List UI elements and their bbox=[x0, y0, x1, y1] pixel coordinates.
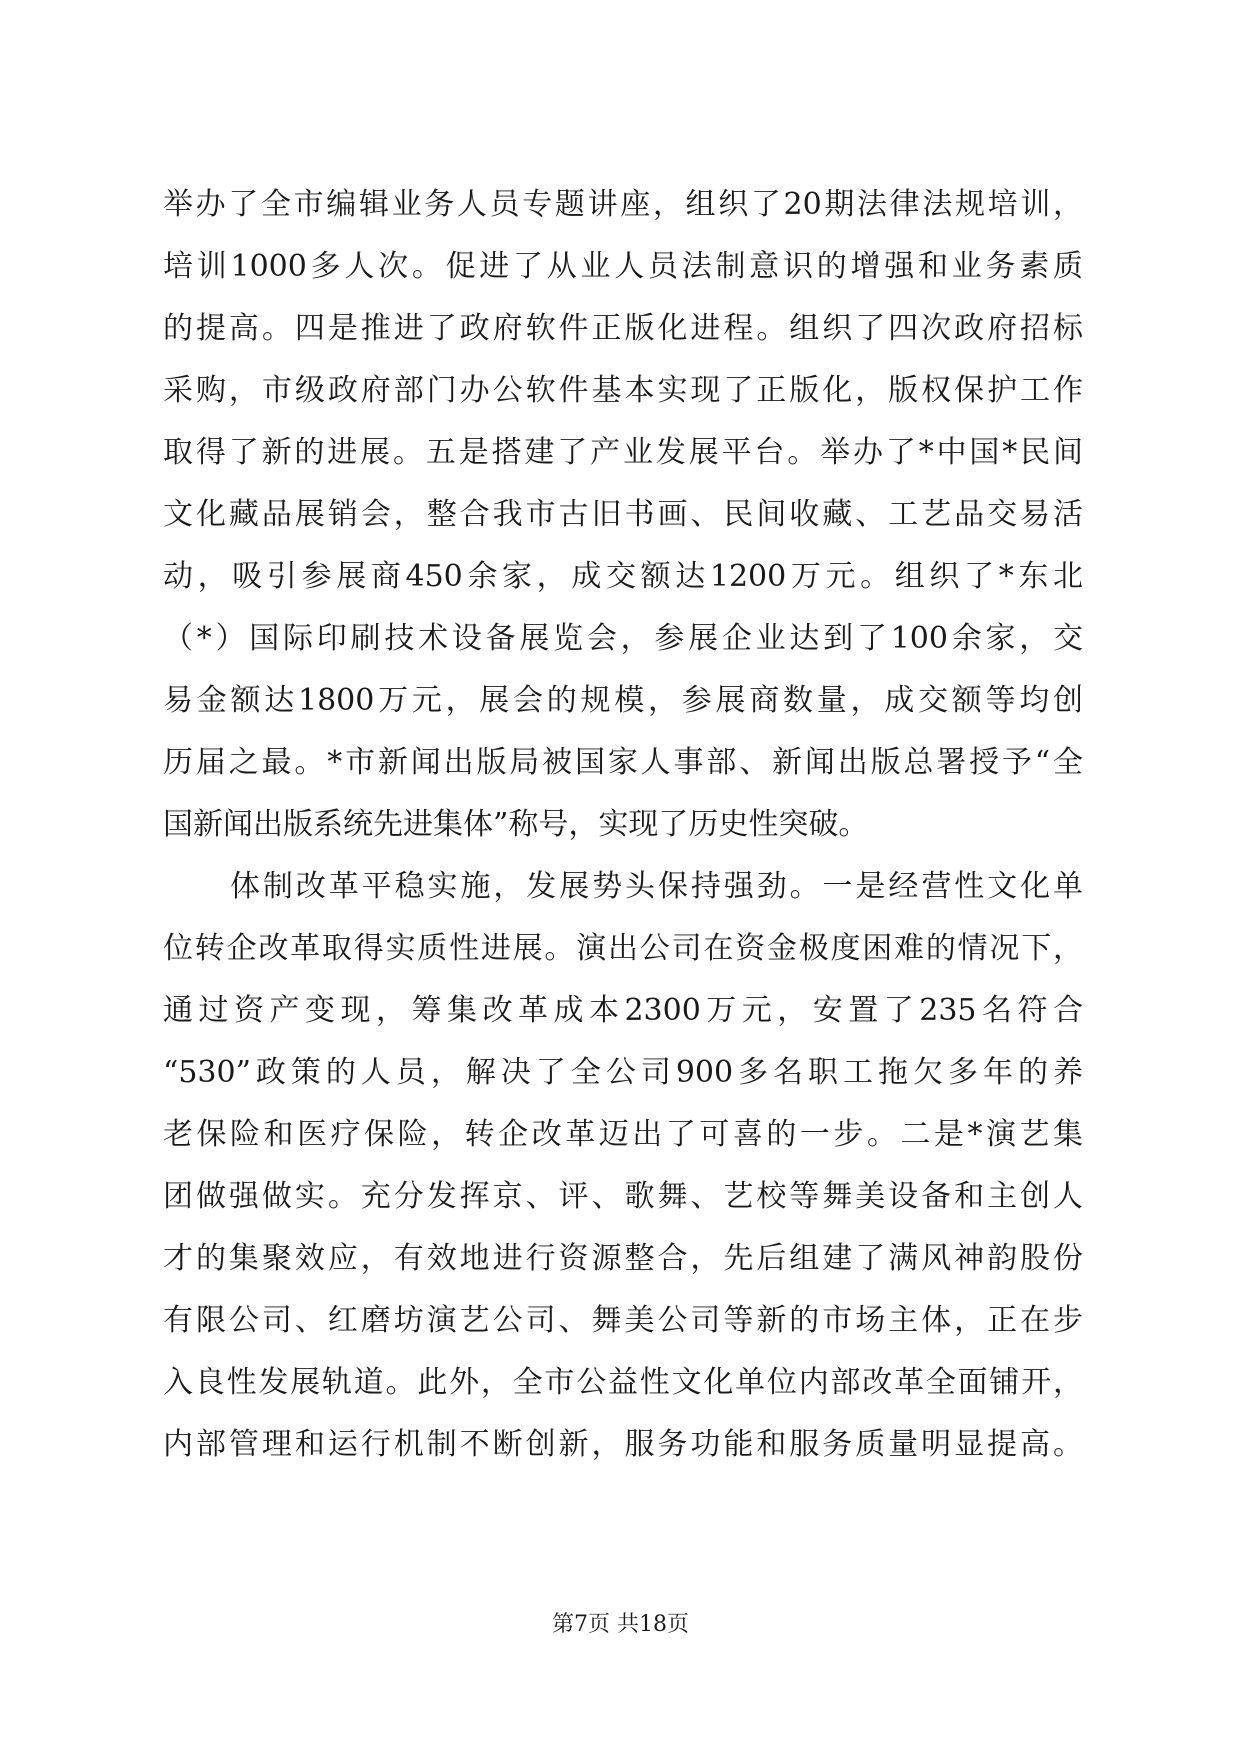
body-line: 入良性发展轨道。此外，全市公益性文化单位内部改革全面铺开， bbox=[163, 1365, 1083, 1400]
body-line: 国新闻出版系统先进集体”称号，实现了历史性突破。 bbox=[163, 807, 869, 842]
body-line: 动，吸引参展商450余家，成交额达1200万元。组织了*东北 bbox=[163, 559, 1083, 594]
body-line: 培训1000多人次。促进了从业人员法制意识的增强和业务素质 bbox=[163, 249, 1083, 284]
body-line: 通过资产变现，筹集改革成本2300万元，安置了235名符合 bbox=[163, 993, 1083, 1028]
body-line: 取得了新的进展。五是搭建了产业发展平台。举办了*中国*民间 bbox=[163, 435, 1083, 470]
body-line: 文化藏品展销会，整合我市古旧书画、民间收藏、工艺品交易活 bbox=[163, 497, 1083, 532]
body-line: 团做强做实。充分发挥京、评、歌舞、艺校等舞美设备和主创人 bbox=[163, 1179, 1083, 1214]
body-line: 内部管理和运行机制不断创新，服务功能和服务质量明显提高。 bbox=[163, 1427, 1083, 1462]
body-line: 的提高。四是推进了政府软件正版化进程。组织了四次政府招标 bbox=[163, 311, 1083, 346]
paragraph-first-line: 体制改革平稳实施，发展势头保持强劲。一是经营性文化单 bbox=[230, 869, 1083, 904]
body-line: 位转企改革取得实质性进展。演出公司在资金极度困难的情况下， bbox=[163, 931, 1083, 966]
body-line: “530”政策的人员，解决了全公司900多名职工拖欠多年的养 bbox=[163, 1055, 1083, 1090]
page-footer: 第7页 共18页 bbox=[552, 1612, 689, 1637]
body-line: 有限公司、红磨坊演艺公司、舞美公司等新的市场主体，正在步 bbox=[163, 1303, 1083, 1338]
body-line: 易金额达1800万元，展会的规模，参展商数量，成交额等均创 bbox=[163, 683, 1083, 718]
body-line: （*）国际印刷技术设备展览会，参展企业达到了100余家，交 bbox=[163, 621, 1083, 656]
body-line: 采购，市级政府部门办公软件基本实现了正版化，版权保护工作 bbox=[163, 373, 1083, 408]
body-line: 老保险和医疗保险，转企改革迈出了可喜的一步。二是*演艺集 bbox=[163, 1117, 1083, 1152]
body-line: 才的集聚效应，有效地进行资源整合，先后组建了满风神韵股份 bbox=[163, 1241, 1083, 1276]
body-line: 举办了全市编辑业务人员专题讲座，组织了20期法律法规培训， bbox=[163, 187, 1083, 222]
body-line: 历届之最。*市新闻出版局被国家人事部、新闻出版总署授予“全 bbox=[163, 745, 1083, 780]
